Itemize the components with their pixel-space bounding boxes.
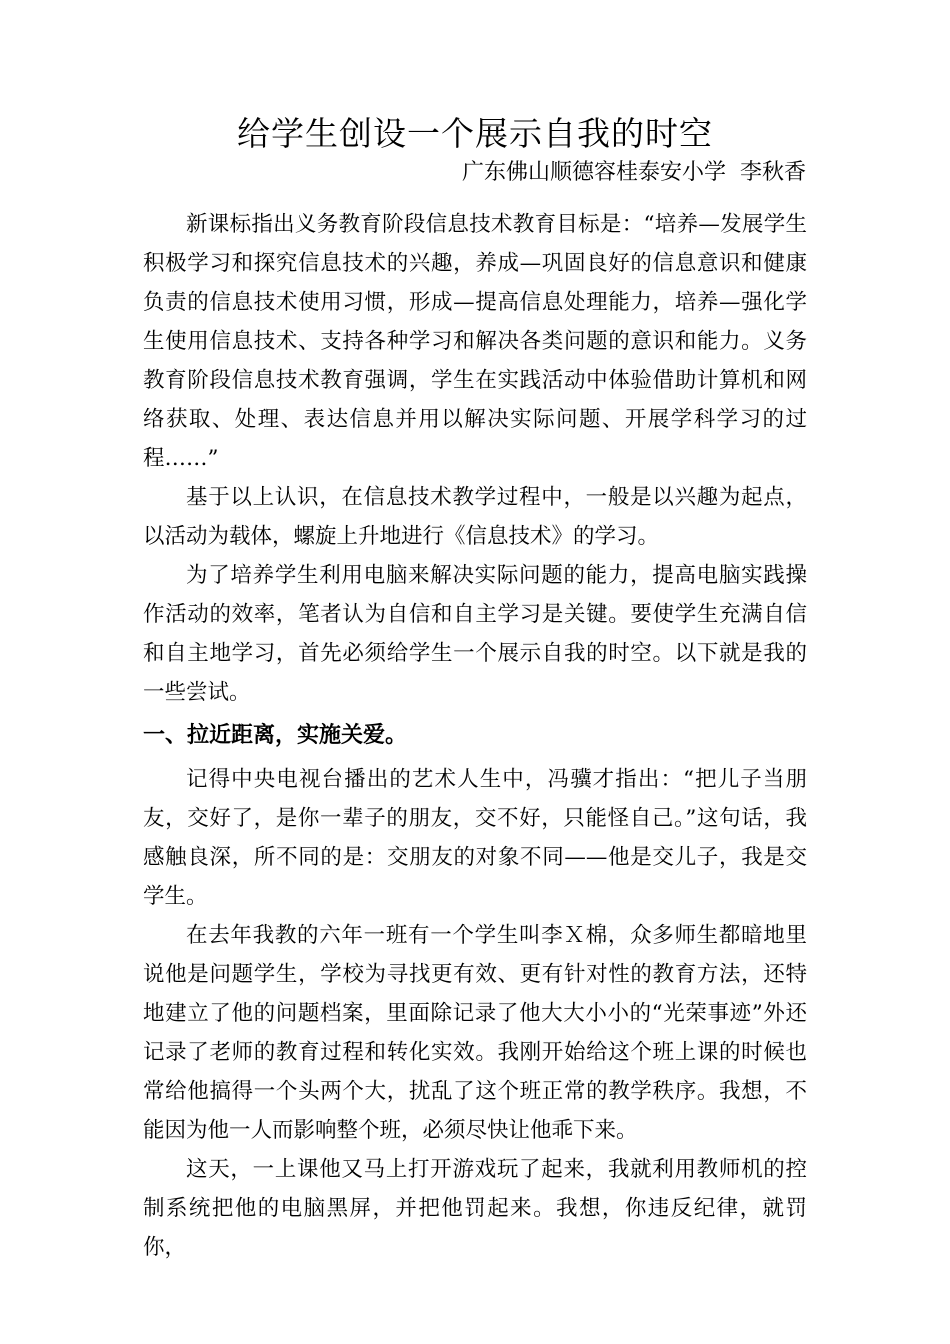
paragraph: 这天，一上课他又马上打开游戏玩了起来，我就利用教师机的控制系统把他的电脑黑屏，并把他罚起来。我想，你违反纪律，就罚你，	[143, 1157, 807, 1260]
paragraph: 为了培养学生利用电脑来解决实际问题的能力，提高电脑实践操作活动的效率，笔者认为自信和自主学习是关键。要使学生充满自信和自主地学习，首先必须给学生一个展示自我的时空。以下就是我的一些尝试。	[143, 563, 807, 705]
paragraph: 在去年我教的六年一班有一个学生叫李Ｘ棉，众多师生都暗地里说他是问题学生，学校为寻找更有效、更有针对性的教育方法，还特地建立了他的问题档案，里面除记录了他大大小小的“光荣事迹”外还记录了老师的教育过程和转化实效。我刚开始给这个班上课的时候也常给他搞得一个头两个大，扰乱了这个班正常的教学秩序。我想，不能因为他一人而影响整个班，必须尽快让他乖下来。	[143, 923, 807, 1143]
document-body	[143, 205, 807, 1267]
author-line: 广东佛山顺德容桂泰安小学 李秋香	[462, 160, 806, 185]
paragraph: 记得中央电视台播出的艺术人生中，冯骥才指出：“把儿子当朋友，交好了，是你一辈子的朋友，交不好，只能怪自己。”这句话，我感触良深，所不同的是：交朋友的对象不同——他是交儿子，我是交学生。	[143, 767, 807, 909]
section-heading: 一、拉近距离，实施关爱。	[143, 723, 408, 748]
paragraph: 基于以上认识，在信息技术教学过程中，一般是以兴趣为起点，以活动为载体，螺旋上升地进行《信息技术》的学习。	[143, 485, 807, 549]
paragraph: 新课标指出义务教育阶段信息技术教育目标是：“培养—发展学生积极学习和探究信息技术的兴趣，养成—巩固良好的信息意识和健康负责的信息技术使用习惯，形成—提高信息处理能力，培养—强化学生使用信息技术、支持各种学习和解决各类问题的意识和能力。义务教育阶段信息技术教育强调，学生在实践活动中体验借助计算机和网络获取、处理、表达信息并用以解决实际问题、开展学科学习的过程……”	[143, 212, 807, 471]
document-title: 给学生创设一个展示自我的时空	[237, 114, 713, 153]
